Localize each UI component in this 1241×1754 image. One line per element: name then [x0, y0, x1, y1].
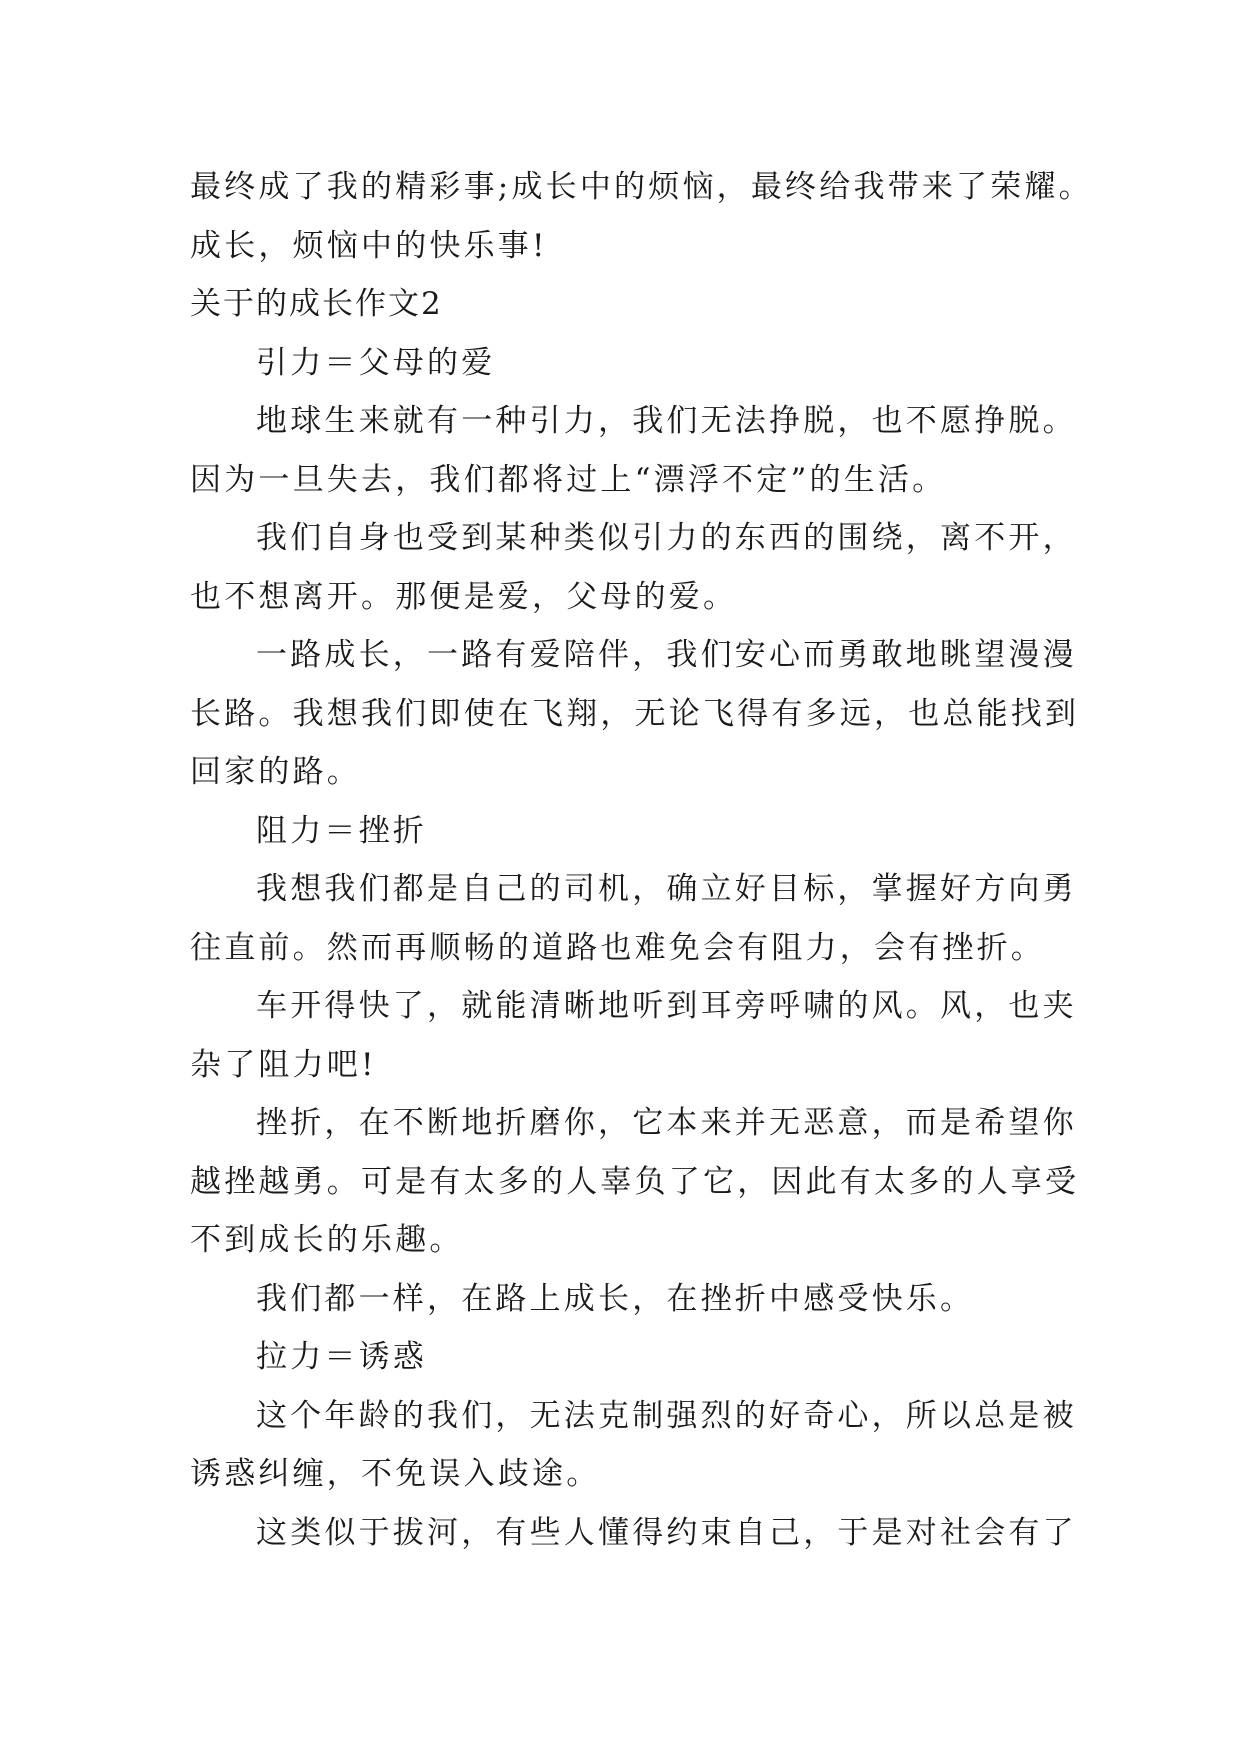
paragraph-line: 因为一旦失去，我们都将过上“漂浮不定”的生活。	[190, 461, 947, 498]
paragraph-line: 长路。我想我们即使在飞翔，无论飞得有多远，也总能找到	[190, 695, 1080, 732]
paragraph-line: 地球生来就有一种引力，我们无法挣脱，也不愿挣脱。	[256, 403, 1077, 439]
section-heading-resistance: 阻力＝挫折	[256, 812, 427, 849]
paragraph-line: 不到成长的乐趣。	[190, 1222, 464, 1258]
section-heading-gravity: 引力＝父母的爱	[256, 344, 496, 381]
paragraph-line: 一路成长，一路有爱陪伴，我们安心而勇敢地眺望漫漫	[256, 637, 1077, 673]
paragraph-line: 挫折，在不断地折磨你，它本来并无恶意，而是希望你	[256, 1105, 1077, 1141]
essay-title: 关于的成长作文2	[190, 286, 443, 322]
paragraph-line: 越挫越勇。可是有太多的人辜负了它，因此有太多的人享受	[190, 1163, 1080, 1200]
paragraph-line: 诱惑纠缠，不免误入歧途。	[190, 1456, 601, 1492]
paragraph-line: 杂了阻力吧!	[190, 1046, 377, 1083]
paragraph-line: 这类似于拔河，有些人懂得约束自己，于是对社会有了	[256, 1514, 1077, 1551]
essay-body	[190, 158, 1093, 1562]
paragraph-line: 最终成了我的精彩事;成长中的烦恼，最终给我带来了荣耀。	[190, 169, 1093, 205]
paragraph-line: 往直前。然而再顺畅的道路也难免会有阻力，会有挫折。	[190, 929, 1045, 966]
paragraph-line: 这个年龄的我们，无法克制强烈的好奇心，所以总是被	[256, 1397, 1077, 1434]
paragraph-line: 我们自身也受到某种类似引力的东西的围绕，离不开，	[256, 520, 1077, 556]
paragraph-line: 我想我们都是自己的司机，确立好目标，掌握好方向勇	[256, 871, 1077, 907]
paragraph-line: 也不想离开。那便是爱，父母的爱。	[190, 578, 738, 615]
section-heading-pull: 拉力＝诱惑	[256, 1339, 427, 1375]
paragraph-line: 回家的路。	[190, 754, 361, 790]
paragraph-line: 车开得快了，就能清晰地听到耳旁呼啸的风。风，也夹	[256, 988, 1077, 1024]
paragraph-line: 我们都一样，在路上成长，在挫折中感受快乐。	[256, 1280, 975, 1317]
paragraph-line: 成长，烦恼中的快乐事!	[190, 227, 548, 264]
